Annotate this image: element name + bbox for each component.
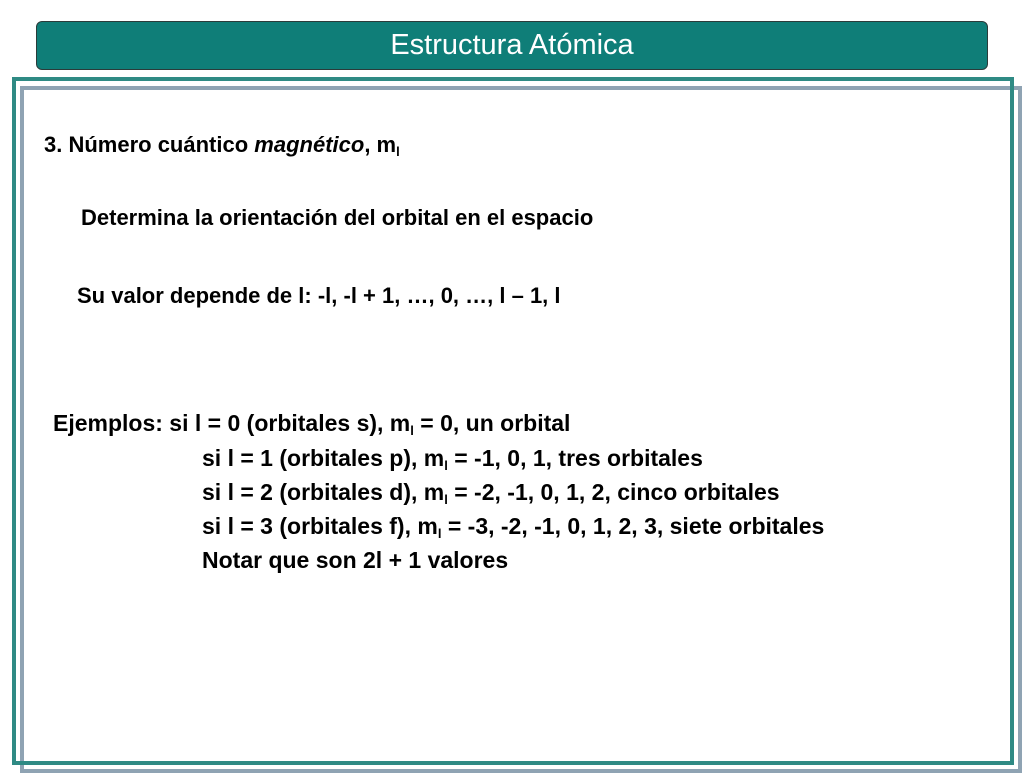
example-l2: si l = 2 (orbitales d), $m_l = -2$, -1, 0, 1, 2, cinco orbitales (202, 479, 780, 507)
slide-title: Estructura Atómica (390, 29, 634, 61)
example-note: Notar que son 2l + 1 valores (202, 547, 509, 573)
example-l0: Ejemplos: si l = 0 (orbitales s), $m_l = 0$, un orbital (53, 410, 571, 438)
example-l3: si l = 3 (orbitales f), $m_l = -3$, -2, -1, 0, 1, 2, 3, siete orbitales (202, 513, 825, 541)
section-heading: 3. Número cuántico magnético, $m_l$ (44, 132, 400, 159)
example-l1: si l = 1 (orbitales p), $m_l = -1$, 0, 1, tres orbitales (202, 445, 703, 473)
slide-title-bar (36, 21, 988, 70)
values-text: Su valor depende de l: -l, -l + 1, …, 0, …, l – 1, l (77, 283, 561, 308)
orientation-text: Determina la orientación del orbital en el espacio (81, 205, 594, 230)
